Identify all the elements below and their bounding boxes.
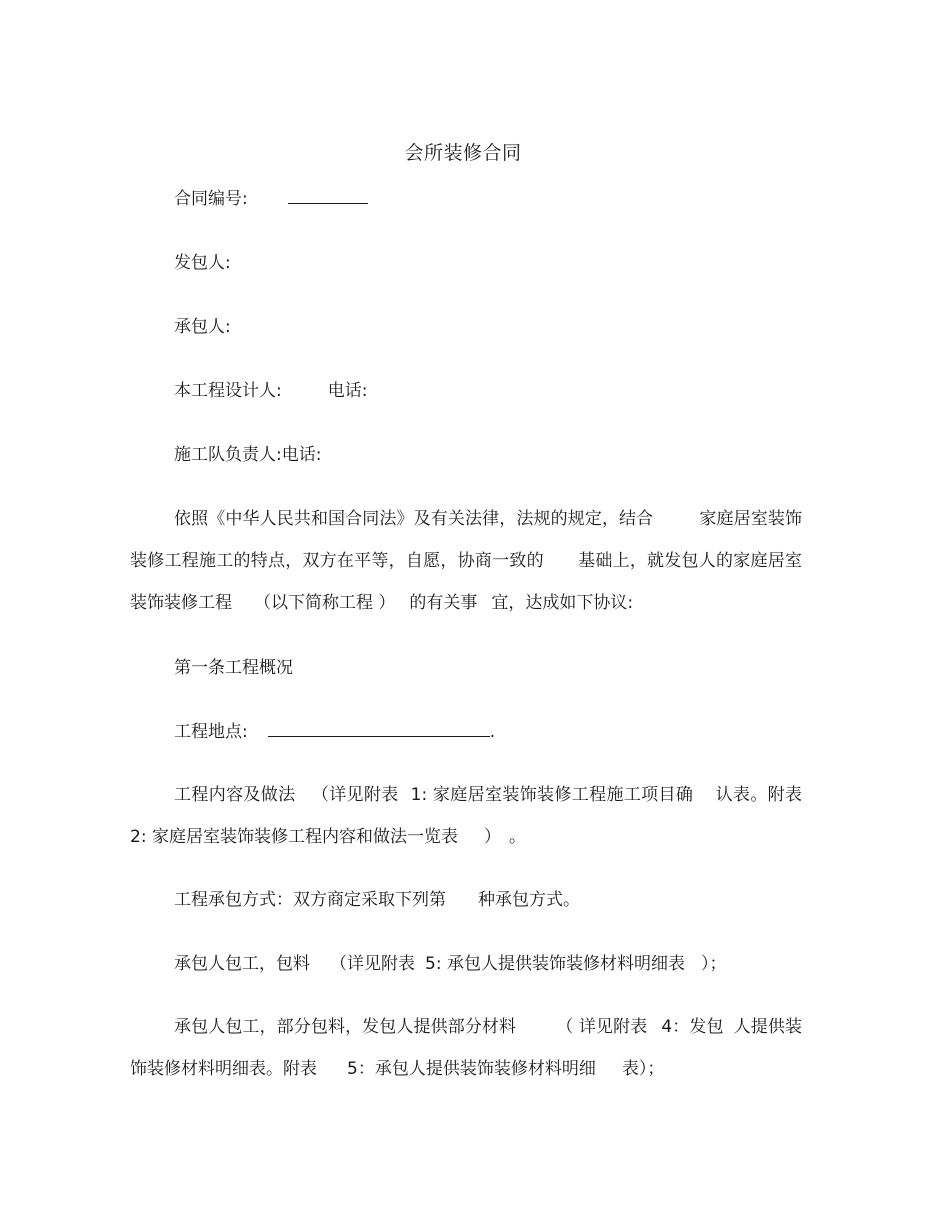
- content-text-2: （详见附表: [311, 785, 399, 805]
- method-text-2: 种承包方式。: [478, 890, 580, 910]
- contractor-line: [174, 315, 231, 339]
- content-text-3: 1: 家庭居室装饰装修工程施工项目确: [410, 785, 694, 805]
- location-label: 工程地点:: [174, 722, 248, 742]
- document-title: 会所装修合同: [404, 142, 522, 164]
- option-2-paragraph: [130, 1006, 802, 1090]
- preamble-text-4: （以下简称工程 ）: [254, 593, 396, 613]
- content-text-5: ）: [483, 827, 501, 847]
- article-1-title: 第一条工程概况: [174, 658, 293, 678]
- option-2-text-2: （ 详见附表: [556, 1017, 648, 1037]
- contract-number-line: [174, 187, 368, 211]
- preamble-text-2: 家庭居室装饰装修工程施工的特点，双方在平等，自愿，协商一致的: [130, 509, 803, 571]
- location-blank: [268, 720, 490, 737]
- employer-label: 发包人:: [174, 253, 231, 273]
- preamble-paragraph: [130, 498, 802, 624]
- article-1-heading: [174, 656, 293, 680]
- option-1-text-4: ）；: [700, 954, 727, 974]
- designer-line: [174, 379, 367, 403]
- preamble-text-6: 宜，达成如下协议:: [491, 593, 634, 613]
- option-2-text-5: 5：承包人提供装饰装修材料明细: [347, 1059, 596, 1079]
- method-text-1: 工程承包方式：双方商定采取下列第: [174, 890, 446, 910]
- designer-phone-label: 电话:: [327, 381, 368, 401]
- option-1-line: [174, 952, 726, 976]
- contractor-label: 承包人:: [174, 317, 231, 337]
- location-end: .: [489, 722, 496, 742]
- content-text-1: 工程内容及做法: [174, 785, 296, 805]
- option-1-text-2: （详见附表: [330, 954, 415, 974]
- option-2-text-4: 人提供装饰装修材料明细表。附表: [130, 1017, 803, 1079]
- designer-label: 本工程设计人:: [174, 381, 282, 401]
- content-paragraph: [130, 774, 802, 858]
- option-1-text-1: 承包人包工，包料: [174, 954, 310, 974]
- team-leader-phone-label: 电话:: [281, 445, 322, 465]
- contract-number-blank: [288, 187, 368, 204]
- option-2-text-6: 表）；: [621, 1059, 665, 1079]
- content-text-4: 认表。附表 2: 家庭居室装饰装修工程内容和做法一览表: [130, 785, 803, 847]
- option-2-text-1: 承包人包工，部分包料，发包人提供部分材料: [174, 1017, 517, 1037]
- contract-method-line: [174, 888, 580, 912]
- preamble-text-5: 的有关事: [409, 593, 478, 613]
- contract-number-label: 合同编号:: [174, 189, 248, 209]
- option-2-text-3: 4：发包: [661, 1017, 724, 1037]
- location-line: [174, 720, 495, 744]
- option-1-text-3: 5: 承包人提供装饰装修材料明细表: [425, 954, 685, 974]
- content-text-6: 。: [508, 827, 526, 847]
- employer-line: [174, 251, 231, 275]
- team-leader-line: [174, 443, 321, 467]
- preamble-text-3: 基础上，就发包人的家庭居室装饰装修工程: [130, 551, 803, 613]
- team-leader-label: 施工队负责人:: [174, 445, 282, 465]
- preamble-text-1: 依照《中华人民共和国合同法》及有关法律，法规的规定，结合: [174, 509, 654, 529]
